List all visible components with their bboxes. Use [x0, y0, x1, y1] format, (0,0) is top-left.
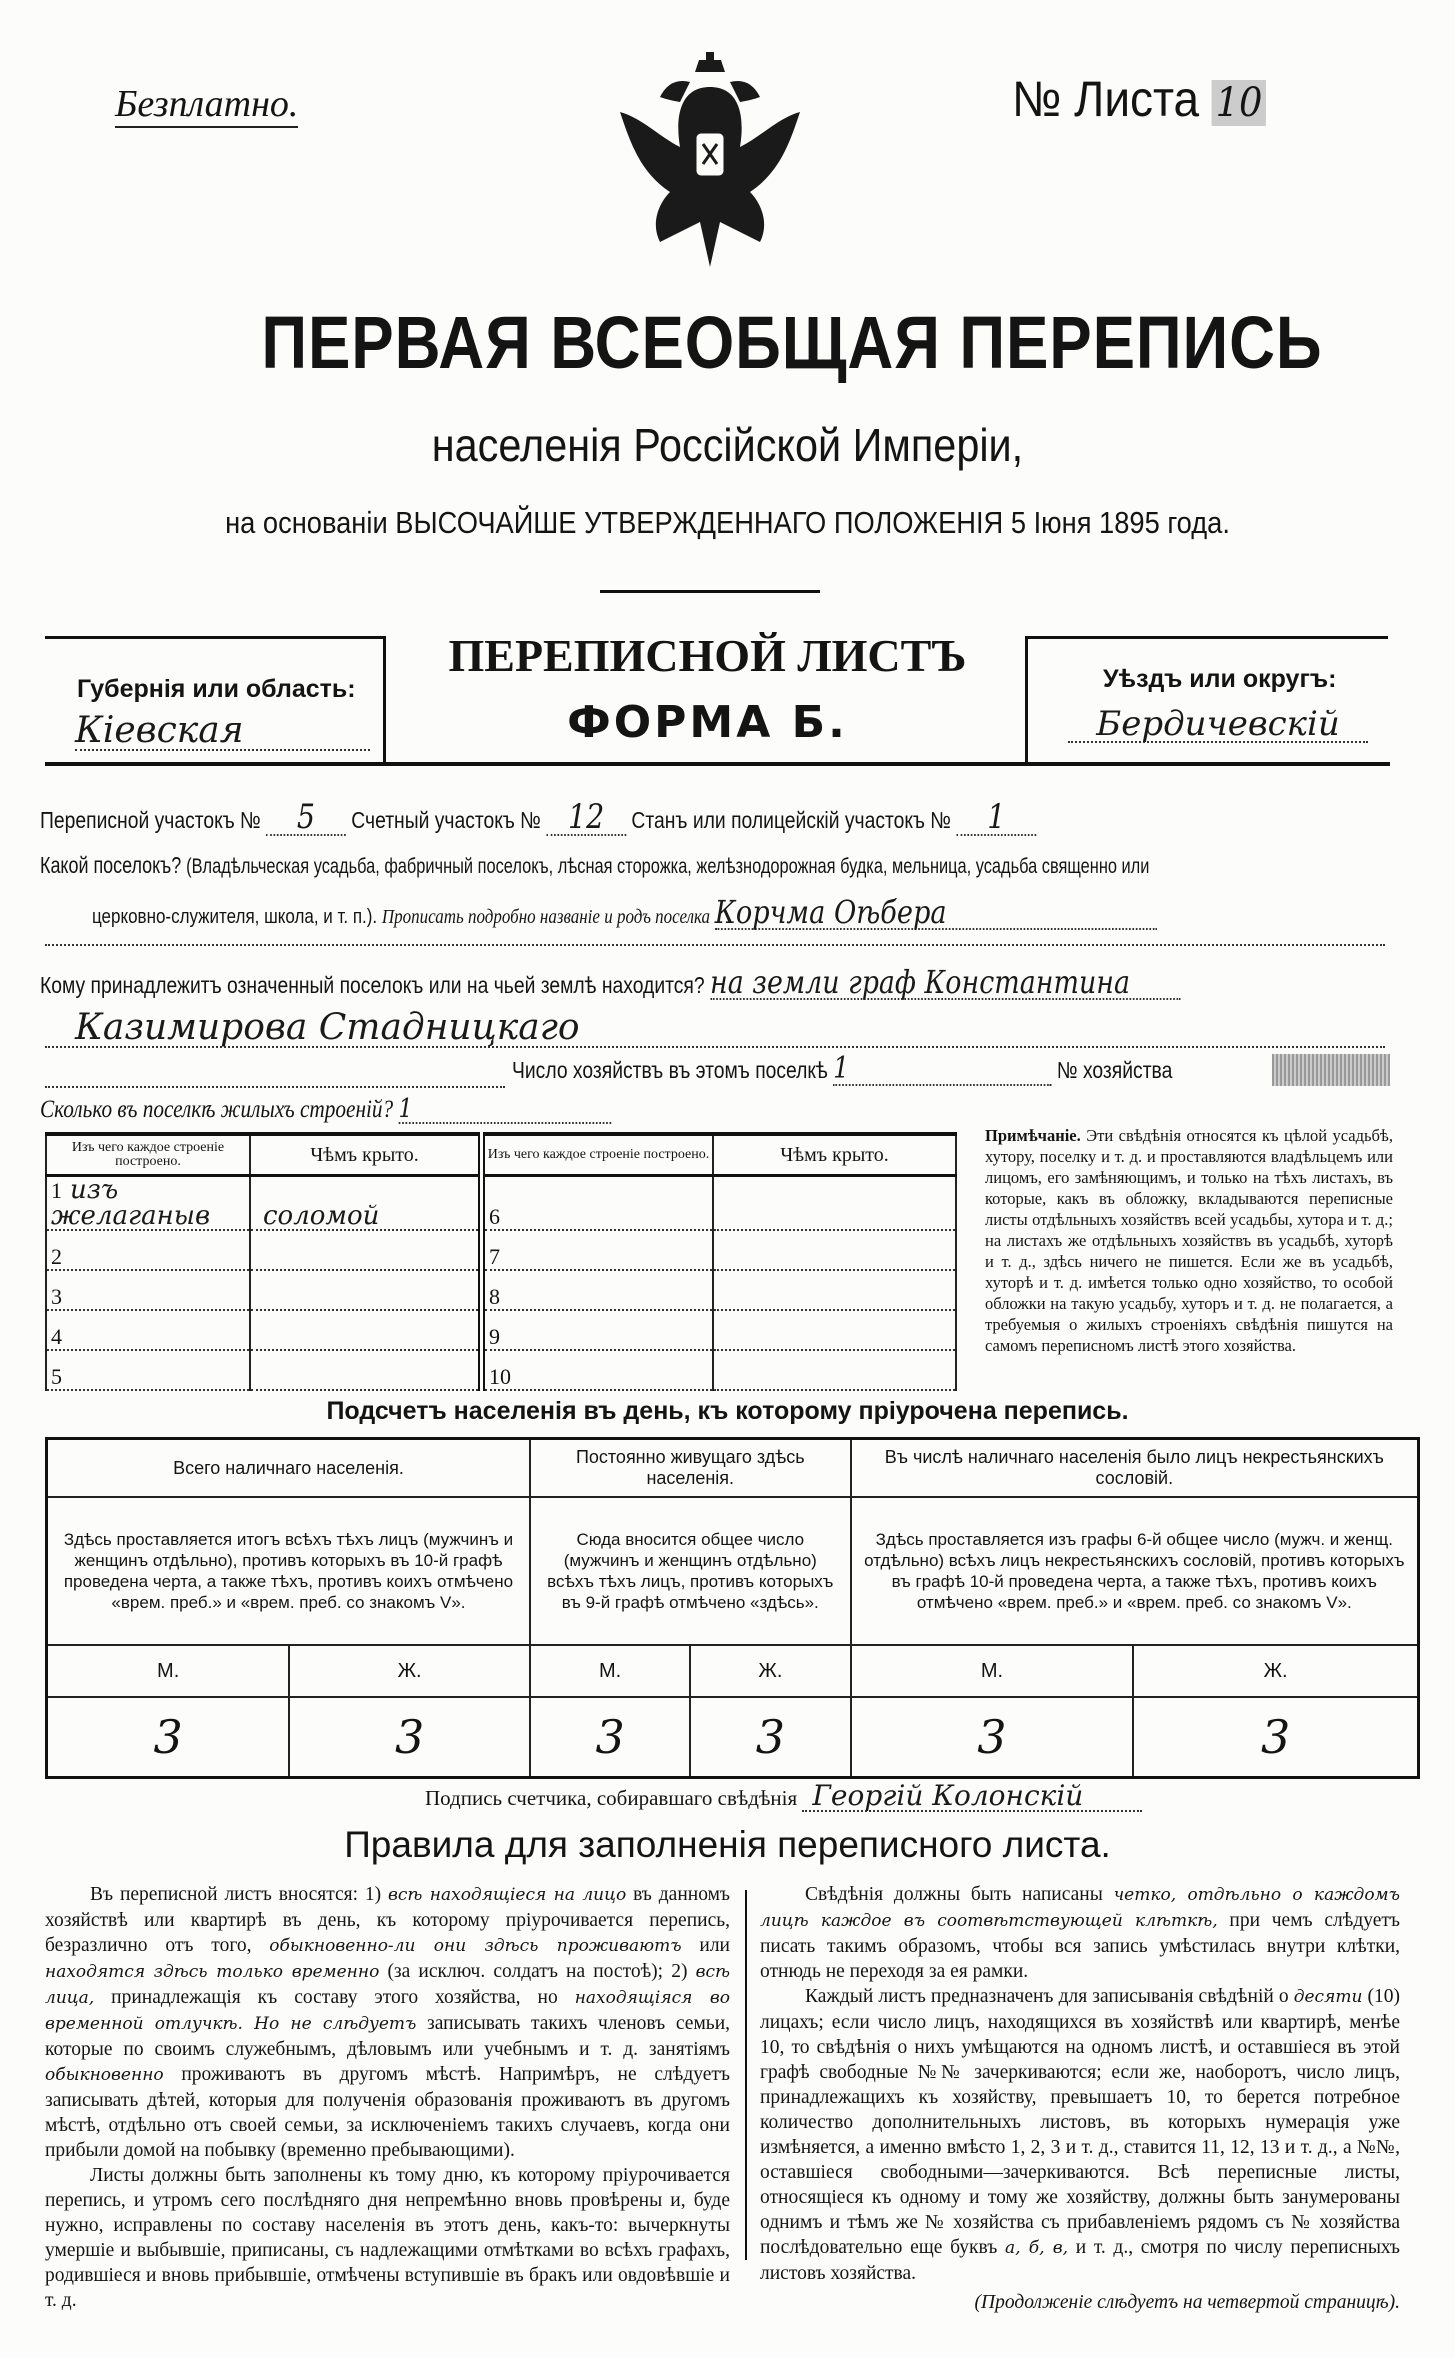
- owner-question: Кому принадлежитъ означенный поселокъ или на чьей землѣ находится?: [40, 972, 705, 998]
- male-count-field[interactable]: 3: [47, 1697, 290, 1778]
- building-material-cell[interactable]: [46, 1176, 250, 1231]
- dotted-line: [45, 944, 1385, 946]
- population-column-description: Сюда вносится общее число (мужчинъ и женщинъ отдѣльно) всѣхъ тѣхъ лицъ, противъ которыхъ въ 9-й графѣ отмѣчено «здѣсь».: [530, 1497, 851, 1645]
- note: [985, 1125, 1393, 1356]
- row-number: 5: [51, 1364, 62, 1389]
- rules-paragraph: [760, 1984, 1400, 2286]
- buildings-line: [40, 1096, 611, 1124]
- households-label: Число хозяйствъ въ этомъ поселкѣ: [512, 1057, 828, 1083]
- households-line: [512, 1051, 1173, 1086]
- buildings-table: [45, 1132, 957, 1391]
- emphasis-text: всѣ находящіеся на лицо: [387, 1885, 627, 1905]
- female-count-field[interactable]: 3: [690, 1697, 850, 1778]
- building-material-cell[interactable]: [46, 1310, 250, 1350]
- male-label: М.: [851, 1645, 1134, 1697]
- page-subtitle: населенія Россійской Имперіи,: [431, 419, 1024, 471]
- row-number: 3: [51, 1284, 62, 1309]
- column-divider: [745, 1890, 747, 2260]
- rules-text: въ данномъ хозяйствѣ или квартирѣ въ день, къ которому пріурочивается перепись, безразлично отъ того,: [45, 1884, 730, 1956]
- province-label: Губернія или область:: [77, 675, 356, 703]
- emphasis-text: а, б, в,: [1004, 2238, 1069, 2258]
- emphasis-text: обыкновенно-ли они здѣсь проживаютъ: [269, 1936, 682, 1956]
- divider: [600, 590, 820, 593]
- building-roof-cell[interactable]: [250, 1270, 482, 1310]
- district-field[interactable]: Бердичевскій: [1068, 707, 1368, 743]
- building-material-value: изъ желаганыв: [51, 1175, 211, 1231]
- female-count-field[interactable]: 3: [289, 1697, 530, 1778]
- row-number: 10: [489, 1364, 511, 1389]
- female-count-field[interactable]: 3: [1133, 1697, 1418, 1778]
- rules-text: Свѣдѣнія должны быть написаны: [805, 1884, 1114, 1905]
- legal-basis: на основаніи ВЫСОЧАЙШЕ УТВЕРЖДЕННАГО ПОЛОЖЕНІЯ 5 Іюня 1895 года.: [225, 505, 1230, 540]
- signature-field[interactable]: Георгій Колонскій: [802, 1782, 1142, 1812]
- form-title: ПЕРЕПИСНОЙ ЛИСТЪ: [448, 630, 967, 681]
- table-header: [46, 1134, 956, 1176]
- female-label: Ж.: [289, 1645, 530, 1697]
- sheet-number-value: 10: [1212, 80, 1266, 126]
- free-of-charge-label: Безплатно.: [115, 82, 298, 128]
- building-material-cell[interactable]: [482, 1270, 714, 1310]
- population-column-description: Здѣсь проставляется изъ графы 6-й общее число (мужч. и женщ. отдѣльно) всѣхъ лицъ некрестьянскихъ сословій, противъ которыхъ въ графѣ 10-й проведена черта, а также тѣхъ, противъ коихъ отмѣчено «врем. преб.» и «врем. преб. со знакомъ V».: [851, 1497, 1419, 1645]
- row-number: 1: [51, 1178, 62, 1203]
- rules-paragraph: [45, 2163, 730, 2313]
- table-row: [47, 1697, 1419, 1778]
- page-title: ПЕРВАЯ ВСЕОБЩАЯ ПЕРЕПИСЬ: [261, 301, 1323, 384]
- row-number: 8: [489, 1284, 500, 1309]
- districts-line: [40, 797, 1036, 837]
- buildings-field[interactable]: 1: [398, 1096, 611, 1124]
- population-column-header: Постоянно живущаго здѣсь населенія.: [530, 1439, 851, 1498]
- table-row: [47, 1497, 1419, 1645]
- population-title: Подсчетъ населенія въ день, къ которому пріурочена перепись.: [326, 1397, 1129, 1425]
- settlement-line-2: [92, 893, 1157, 931]
- building-roof-cell[interactable]: [250, 1230, 482, 1270]
- col-roof: Чѣмъ крыто.: [250, 1134, 482, 1176]
- female-label: Ж.: [690, 1645, 850, 1697]
- building-roof-cell[interactable]: [250, 1310, 482, 1350]
- district-box: [1025, 636, 1388, 763]
- rules-paragraph: [45, 1882, 730, 2163]
- rules-text: принадлежащія къ составу этого хозяйства, но: [94, 1987, 575, 2008]
- rules-text: Листы должны быть заполнены къ тому дню, къ которому пріурочивается перепись, и утромъ сего послѣдняго дня непремѣнно вновь провѣрены и, буде нужно, исправлены по составу населенія въ этотъ день, какъ-то: вычеркнуты умершіе и выбывшіе, приписаны, съ надлежащими отмѣтками во всѣхъ графахъ, родившіеся и вновь прибывшіе, отмѣчены вступившіе въ бракъ или овдовѣвшіе и т. д.: [45, 2165, 730, 2311]
- row-number: 4: [51, 1324, 62, 1349]
- rules-right-column: [760, 1882, 1400, 2315]
- male-label: М.: [530, 1645, 690, 1697]
- emphasis-text: десяти: [1293, 1987, 1363, 2007]
- building-roof-value: соломой: [263, 1201, 380, 1231]
- header-rule: [45, 762, 1390, 766]
- double-headed-eagle-icon: [600, 52, 820, 267]
- male-label: М.: [47, 1645, 290, 1697]
- province-box: [45, 636, 386, 763]
- note-title: Примѣчаніе.: [985, 1126, 1081, 1145]
- rules-text: Каждый листъ предназначенъ для записыванія свѣдѣній о: [805, 1986, 1294, 2007]
- population-column-description: Здѣсь проставляется итогъ всѣхъ тѣхъ лицъ (мужчинъ и женщинъ отдѣльно), противъ которыхъ въ 10-й графѣ проведена черта, а также тѣхъ, противъ коихъ отмѣчено «врем. преб.» и «врем. преб. со знакомъ V».: [47, 1497, 530, 1645]
- police-district-label: Станъ или полицейскій участокъ №: [631, 807, 952, 833]
- households-field[interactable]: 1: [833, 1054, 1051, 1086]
- row-number: 7: [489, 1244, 500, 1269]
- male-count-field[interactable]: 3: [530, 1697, 690, 1778]
- building-roof-cell[interactable]: [713, 1350, 956, 1390]
- building-material-cell[interactable]: [482, 1350, 714, 1390]
- emphasis-text: обыкновенно: [45, 2065, 164, 2085]
- emphasis-text: всѣ лица,: [45, 1962, 730, 2008]
- building-roof-cell[interactable]: [713, 1176, 956, 1231]
- female-label: Ж.: [1133, 1645, 1418, 1697]
- building-material-cell[interactable]: [46, 1270, 250, 1310]
- signature-line: [425, 1779, 1142, 1812]
- building-roof-cell[interactable]: [250, 1176, 482, 1231]
- census-district-field[interactable]: 5: [266, 800, 346, 836]
- sheet-number-label: № Листа: [1012, 71, 1200, 127]
- district-label: Уѣздъ или округъ:: [1103, 665, 1337, 693]
- col-material: Изъ чего каждое строеніе построено.: [482, 1134, 714, 1176]
- building-roof-cell[interactable]: [713, 1230, 956, 1270]
- signature-label: Подпись счетчика, собиравшаго свѣдѣнія: [425, 1786, 798, 1810]
- table-row: [46, 1230, 956, 1270]
- building-material-cell[interactable]: [482, 1230, 714, 1270]
- owner-field-2[interactable]: Казимирова Стадницкаго: [45, 1010, 1385, 1048]
- building-roof-cell[interactable]: [713, 1270, 956, 1310]
- counting-district-field[interactable]: 12: [546, 800, 626, 836]
- form-name: ФОРМА Б.: [567, 697, 848, 748]
- owner-line: [40, 963, 1180, 1001]
- household-number-label: № хозяйства: [1056, 1057, 1173, 1083]
- settlement-line: [40, 852, 1149, 879]
- rules-text: записывать такихъ членовъ семьи, которые по своимъ служебнымъ, дѣловымъ или учебнымъ и т. д. занятіямъ: [45, 2013, 731, 2060]
- owner-field[interactable]: на земли граф Константина: [710, 966, 1180, 1000]
- sheet-number: [1012, 70, 1266, 128]
- rules-text: при чемъ слѣдуетъ писать такимъ образомъ, чтобы вся запись умѣстилась внутри клѣтки, отнюдь не переходя за ея рамки.: [760, 1910, 1400, 1982]
- rules-paragraph: [760, 1882, 1400, 1984]
- building-material-cell[interactable]: [482, 1176, 714, 1231]
- rules-text: Въ переписной листъ вносятся: 1): [90, 1884, 388, 1905]
- census-district-label: Переписной участокъ №: [40, 807, 261, 833]
- rules-text: (10) лицахъ; если число лицъ, находящихся въ хозяйствѣ или квартирѣ, менѣе 10, то свѣдѣнія о нихъ умѣщаются на одномъ листѣ, и оставшіеся въ этой графѣ свободные №№ зачеркиваются; если же, наоборотъ, число лицъ, принадлежащихъ къ хозяйству, превышаетъ 10, то берется потребное количество дополнительныхъ листовъ, въ которыхъ нумерація уже измѣняется, а именно вмѣсто 1, 2, 3 и т. д., ставится 11, 12, 13 и т. д., а №№, оставшіеся свободными—зачеркиваются. Всѣ переписные листы, относящіеся къ одному и тому же хозяйству, должны быть занумерованы однимъ и тѣмъ же № хозяйства съ прибавленіемъ рядомъ съ № хозяйства послѣдовательно еще буквъ: [760, 1986, 1400, 2258]
- table-row: [46, 1176, 956, 1231]
- continued-note: (Продолженіе слѣдуетъ на четвертой страницѣ).: [974, 2292, 1400, 2313]
- rules-text: (за исключ. солдатъ на постоѣ); 2): [379, 1961, 696, 1982]
- settlement-hint: (Владѣльческая усадьба, фабричный поселокъ, лѣсная сторожка, желѣзнодорожная будка, мельница, усадьба священно или: [186, 855, 1150, 878]
- population-table: [45, 1437, 1420, 1779]
- table-row: [46, 1310, 956, 1350]
- settlement-instruction: Прописать подробно названіе и родъ поселка: [381, 906, 711, 928]
- counting-district-label: Счетный участокъ №: [351, 807, 541, 833]
- emphasis-text: находящіяся во временной отлучкѣ. Но не слѣдуетъ: [45, 1988, 730, 2034]
- table-row: [46, 1350, 956, 1390]
- province-field[interactable]: Кіевская: [75, 713, 370, 751]
- building-material-cell[interactable]: [46, 1230, 250, 1270]
- police-district-field[interactable]: 1: [956, 800, 1036, 836]
- col-roof: Чѣмъ крыто.: [713, 1134, 956, 1176]
- dotted-line: [45, 1086, 505, 1088]
- household-number-field[interactable]: [1272, 1054, 1390, 1086]
- note-text: Эти свѣдѣнія относятся къ цѣлой усадьбѣ, хутору, поселку и т. д. и проставляются владѣльцемъ или лицомъ, его замѣняющимъ, и только на тѣхъ листахъ, въ которые, какъ въ обложку, вкладываются переписные листы отдѣльныхъ хозяйствъ всей усадьбы, хутора и т. д.; на листахъ же отдѣльныхъ хозяйствъ въ усадьбѣ, хуторѣ и т. д., здѣсь ничего не пишется. Если же въ усадьбѣ, хуторѣ и т. д. имѣется только одно хозяйство, то особой обложки на такую усадьбу, хуторъ и т. д. не полагается, а требуемыя о жилыхъ строеніяхъ свѣдѣнія пишутся на самомъ переписномъ листѣ этого хозяйства.: [985, 1126, 1393, 1355]
- rules-title: Правила для заполненія переписного листа.: [344, 1824, 1111, 1865]
- building-material-cell[interactable]: [482, 1310, 714, 1350]
- row-number: 6: [489, 1204, 500, 1229]
- emphasis-text: четко, отдѣльно о каждомъ лицѣ каждое въ соотвѣтствующей клѣткѣ,: [760, 1885, 1400, 1931]
- settlement-field[interactable]: Корчма Оѣбера: [715, 896, 1157, 930]
- settlement-hint-2: церковно-служителя, школа, и т. п.).: [92, 906, 378, 928]
- row-number: 9: [489, 1324, 500, 1349]
- settlement-question: Какой поселокъ?: [40, 852, 182, 878]
- rules-text: проживаютъ въ другомъ мѣстѣ. Напримѣръ, не слѣдуетъ записывать дѣтей, которыя для полученія образованія проживаютъ въ другомъ мѣстѣ, отдѣльно отъ своей семьи, за исключеніемъ такихъ случаевъ, когда они прибыли домой на побывку (временно пребывающими).: [45, 2064, 730, 2161]
- rules-left-column: [45, 1882, 730, 2313]
- building-roof-cell[interactable]: [250, 1350, 482, 1390]
- table-header: [47, 1439, 1419, 1498]
- building-material-cell[interactable]: [46, 1350, 250, 1390]
- male-count-field[interactable]: 3: [851, 1697, 1134, 1778]
- table-row: [47, 1645, 1419, 1697]
- table-row: [46, 1270, 956, 1310]
- col-material: Изъ чего каждое строеніе построено.: [46, 1134, 250, 1176]
- building-roof-cell[interactable]: [713, 1310, 956, 1350]
- population-column-header: Въ числѣ наличнаго населенія было лицъ некрестьянскихъ сословій.: [851, 1439, 1419, 1498]
- population-column-header: Всего наличнаго населенія.: [47, 1439, 530, 1498]
- row-number: 2: [51, 1244, 62, 1269]
- rules-text: и т. д., смотря по числу переписныхъ листовъ хозяйства.: [760, 2237, 1401, 2284]
- buildings-question: Сколько въ поселкѣ жилыхъ строеній?: [40, 1096, 394, 1123]
- emphasis-text: находятся здѣсь только временно: [45, 1962, 380, 1982]
- rules-text: или: [681, 1935, 730, 1956]
